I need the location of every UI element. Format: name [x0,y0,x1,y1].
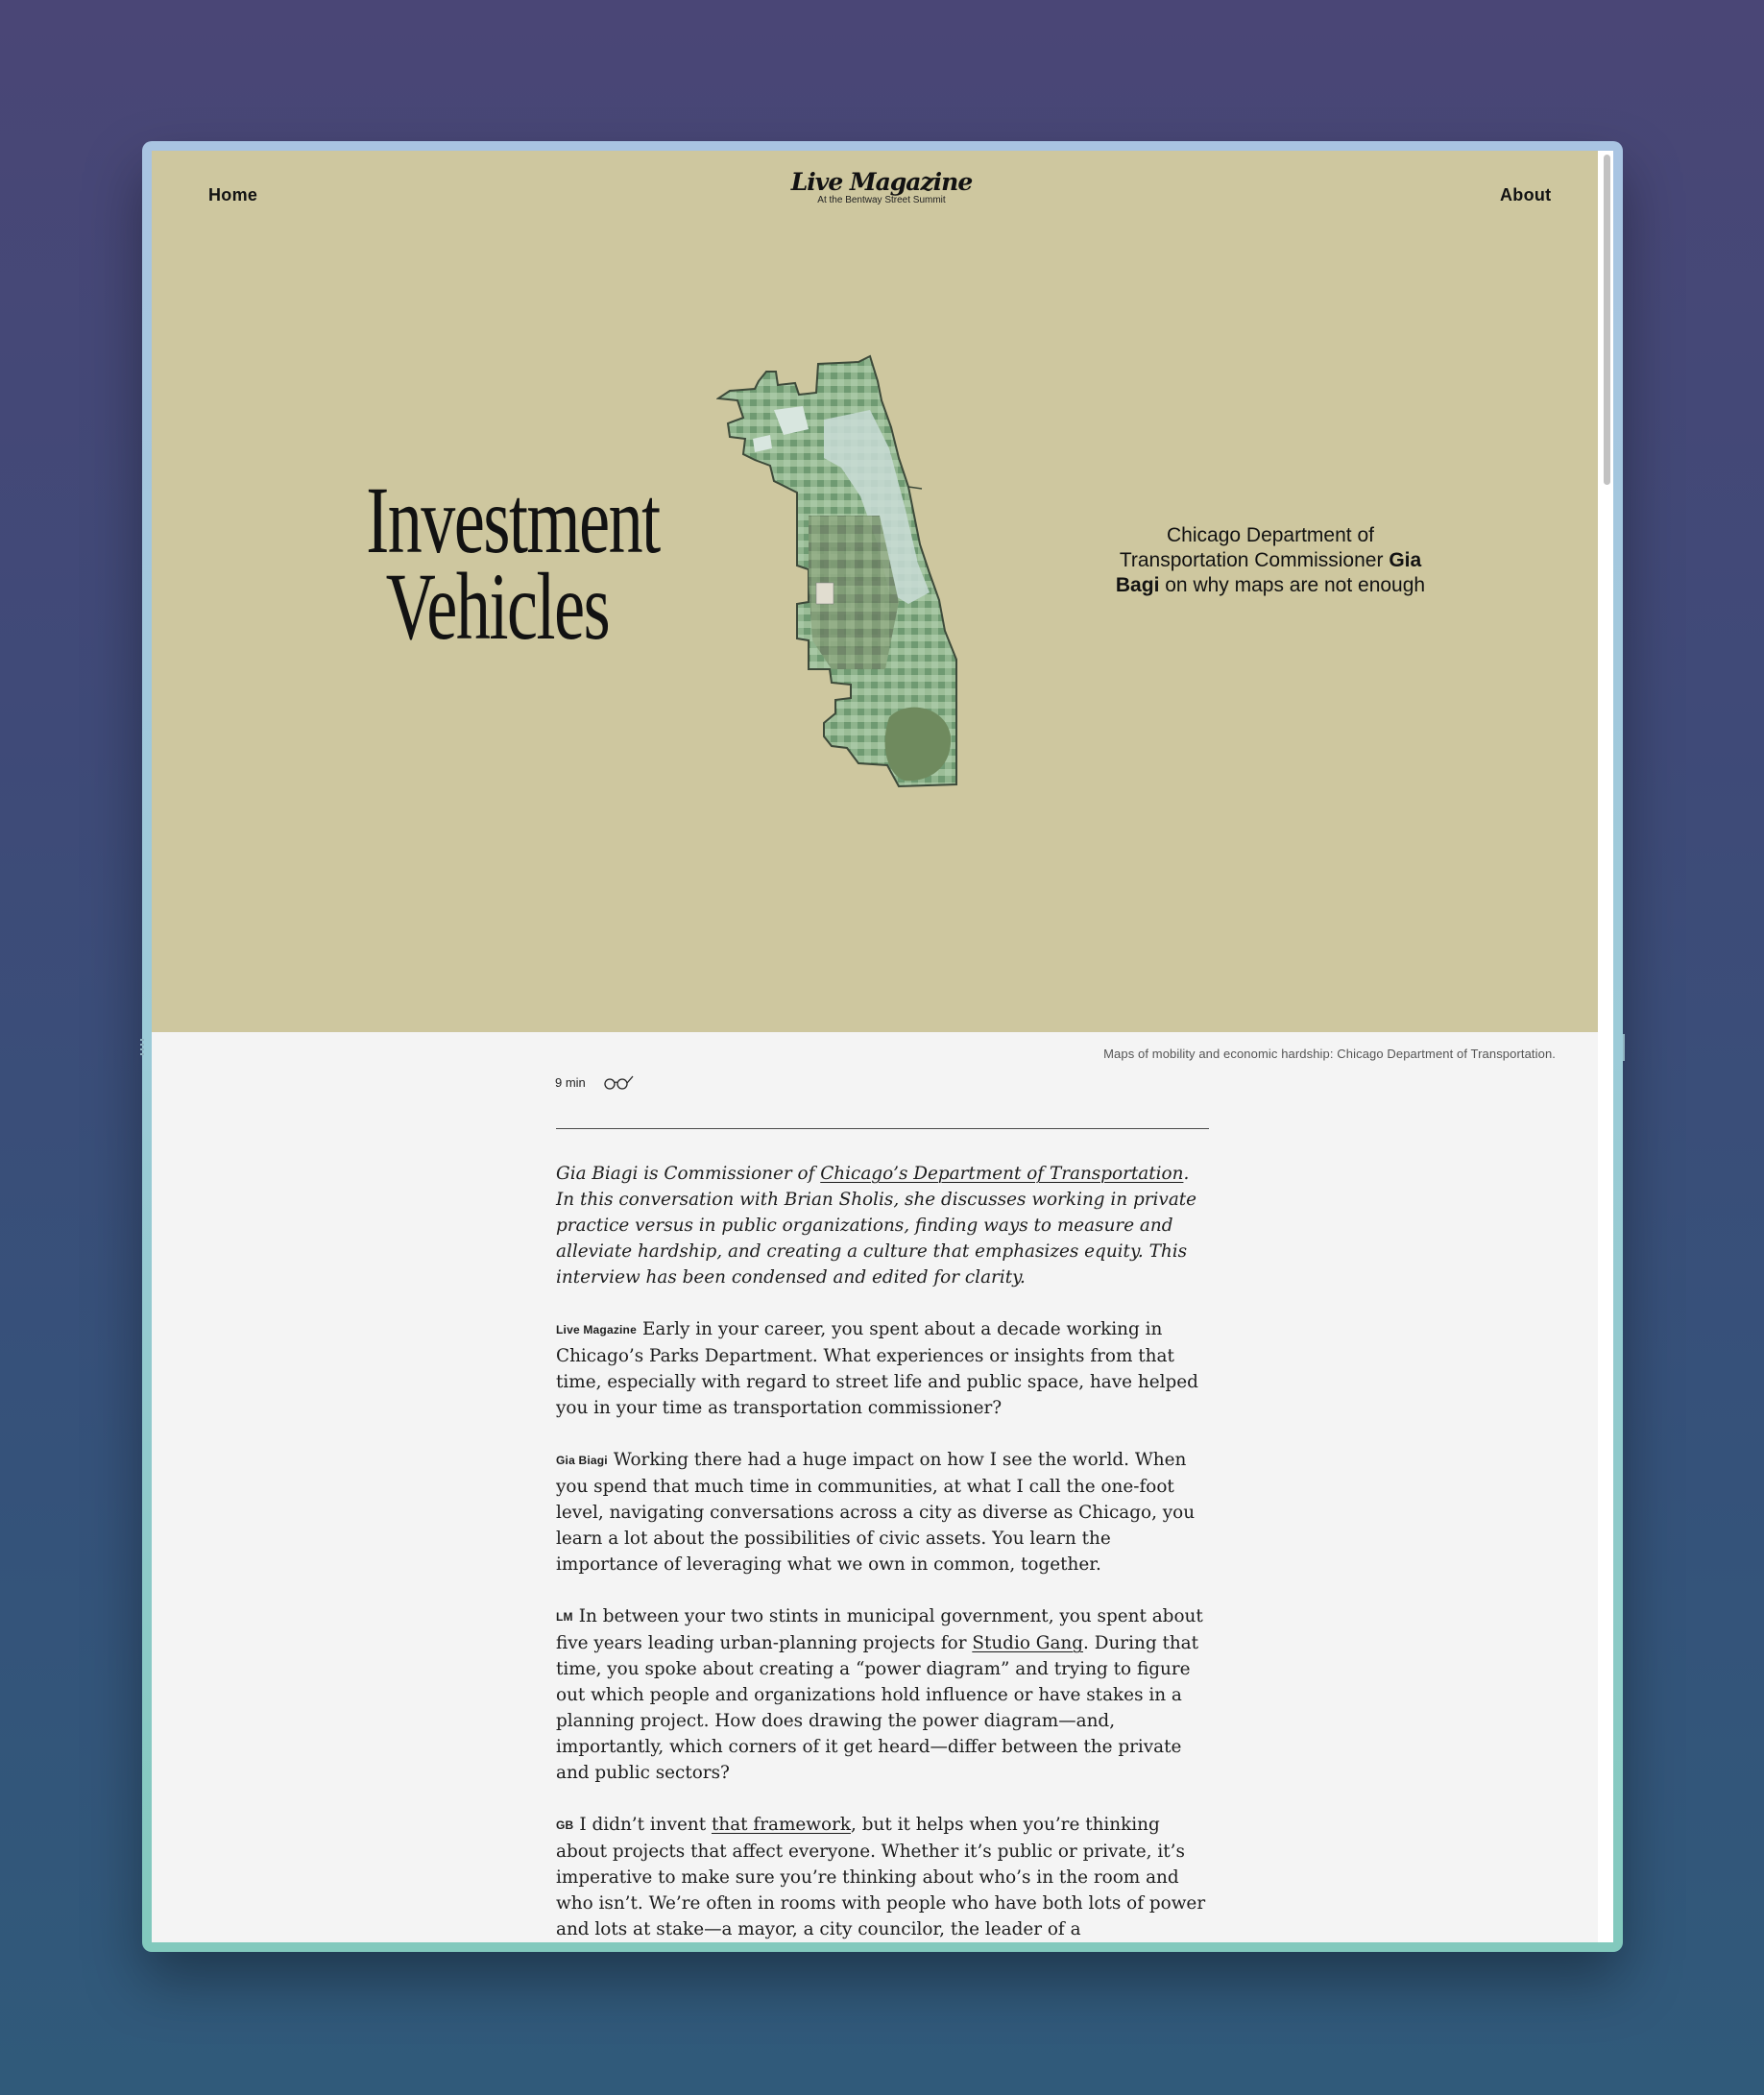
speaker-label: Gia Biagi [556,1454,608,1467]
answer-paragraph [556,1812,1211,1942]
article-meta [555,1074,634,1090]
paragraph-text-pre: I didn’t invent [579,1815,712,1835]
nav-about-link[interactable]: About [1500,185,1552,205]
deck-text-pre: Chicago Department of Transportation Commissioner [1119,524,1384,571]
hero-image-caption: Maps of mobility and economic hardship: Chicago Department of Transportation. [1103,1047,1556,1061]
answer-paragraph [556,1447,1211,1577]
paragraph-text-pre: In between your two stints in municipal government, you spent about five years leading urban-planning projects for [556,1606,1203,1653]
question-paragraph [556,1603,1211,1786]
paragraph-text: Working there had a huge impact on how I see the world. When you spend that much time in communities, at what I call the one-foot level, navigating conversations across a city as diverse as Chicago, you learn a lot about the possibilities of civic assets. You learn the importance of leveraging what we own in common, together. [556,1450,1196,1575]
brand-subtitle: At the Bentway Street Summit [817,195,946,205]
framework-link[interactable]: that framework [711,1815,852,1835]
reading-glasses-icon [601,1074,634,1090]
studio-gang-link[interactable]: Studio Gang [972,1633,1084,1653]
brand-logo[interactable] [766,168,997,205]
speaker-label: LM [556,1610,573,1624]
intro-text-pre: Gia Biagi is Commissioner of [556,1164,821,1184]
question-paragraph [556,1316,1211,1421]
intro-text-post: . In this conversation with Brian Sholis, she discusses working in private practice versus in public organizations, finding ways to measure and alleviate hardship, and creating a culture that emphasizes equity. This interview has been condensed and edited for clarity. [556,1164,1197,1288]
speaker-label: Live Magazine [556,1323,637,1336]
deck-interviewee-name: Gia Bagi [1115,549,1422,596]
brand-name: Live Magazine [790,168,973,196]
divider [556,1128,1209,1129]
paragraph-text-post: . During that time, you spoke about creating a “power diagram” and trying to figure out which people and organizations hold influence or have stakes in a planning project. How does drawing the power diagram—and, importantly, which corners of it get heard—differ between the private and public sectors? [556,1633,1199,1783]
cdot-link[interactable]: Chicago’s Department of Transportation [820,1164,1184,1184]
speaker-label: GB [556,1818,574,1832]
hero-section [152,151,1598,1032]
hero-deck [1112,523,1429,598]
title-line-1: Investment [366,467,660,573]
page-viewport[interactable] [152,151,1613,1942]
title-line-2: Vehicles [385,553,610,660]
article-page [152,151,1598,1942]
browser-window [142,141,1623,1952]
article-body [556,1161,1211,1942]
resize-handle-right[interactable] [1623,1034,1625,1061]
read-time: 9 min [555,1074,586,1090]
article-intro [556,1161,1211,1290]
deck-text-post: on why maps are not enough [1165,574,1426,596]
chicago-map-illustration [716,352,1043,804]
page-title [366,467,660,660]
resize-handle-left[interactable] [140,1039,144,1058]
scrollbar-thumb[interactable] [1604,155,1610,485]
paragraph-text: Early in your career, you spent about a decade working in Chicago’s Parks Department. What experiences or insights from that time, especially with regard to street life and public space, have helped you in your time as transportation commissioner? [556,1319,1198,1418]
vertical-scrollbar[interactable] [1598,151,1613,1942]
nav-home-link[interactable]: Home [208,185,258,205]
paragraph-text-post: , but it helps when you’re thinking about projects that affect everyone. Whether it’s public or private, it’s imperative to make sure you’re thinking about who’s in the room and who isn’t. We’re often in rooms with people who have both lots of power and lots at stake—a mayor, a city councilor, the leader of a [556,1815,1206,1939]
